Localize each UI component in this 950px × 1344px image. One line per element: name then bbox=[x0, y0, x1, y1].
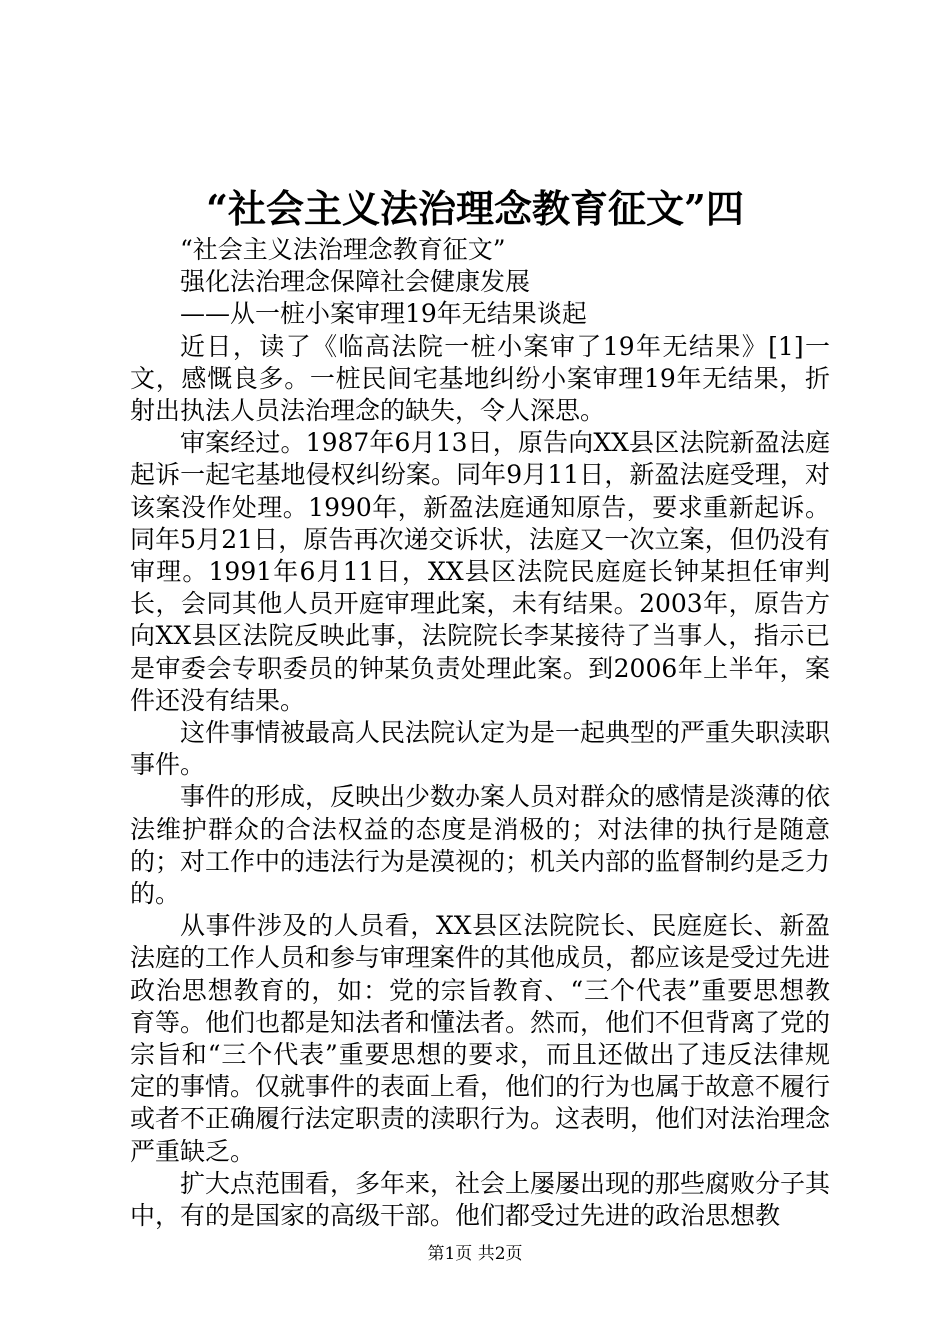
paragraph: 扩大点范围看，多年来，社会上屡屡出现的那些腐败分子其中，有的是国家的高级干部。他们都受过先进的政治思想教 bbox=[130, 1168, 831, 1231]
essay-heading: 强化法治理念保障社会健康发展 bbox=[180, 267, 531, 297]
paragraph: 事件的形成，反映出少数办案人员对群众的感情是淡薄的依法维护群众的合法权益的态度是消极的；对法律的执行是随意的；对工作中的违法行为是漠视的；机关内部的监督制约是乏力的。 bbox=[130, 782, 831, 909]
document-body bbox=[130, 234, 830, 1232]
page-footer: 第1页 共2页 bbox=[427, 1244, 523, 1264]
essay-label: “社会主义法治理念教育征文” bbox=[180, 235, 506, 264]
essay-subheading: ——从一桩小案审理19年无结果谈起 bbox=[180, 299, 587, 329]
paragraph: 这件事情被最高人民法院认定为是一起典型的严重失职渎职事件。 bbox=[130, 718, 831, 780]
document-title: “社会主义法治理念教育征文”四 bbox=[206, 186, 744, 231]
paragraph: 审案经过。1987年6月13日，原告向XX县区法院新盈法庭起诉一起宅基地侵权纠纷案。同年9月11日，新盈法庭受理，对该案没作处理。1990年，新盈法庭通知原告，要求重新起诉。同年5月21日，原告再次递交诉状，法庭又一次立案，但仍没有审理。1991年6月11日，XX县区法院民庭庭长钟某担任审判长，会同其他人员开庭审理此案，未有结果。2003年，原告方向XX县区法院反映此事，法院院长李某接待了当事人，指示已是审委会专职委员的钟某负责处理此案。到2006年上半年，案件还没有结果。 bbox=[130, 428, 830, 715]
paragraph: 近日，读了《临高法院一桩小案审了19年无结果》[1]一文，感慨良多。一桩民间宅基地纠纷小案审理19年无结果，折射出执法人员法治理念的缺失，令人深思。 bbox=[130, 331, 830, 426]
paragraph: 从事件涉及的人员看，XX县区法院院长、民庭庭长、新盈法庭的工作人员和参与审理案件的其他成员，都应该是受过先进政治思想教育的，如：党的宗旨教育、“三个代表”重要思想教育等。他们也都是知法者和懂法者。然而，他们不但背离了党的宗旨和“三个代表”重要思想的要求，而且还做出了违反法律规定的事情。仅就事件的表面上看，他们的行为也属于故意不履行或者不正确履行法定职责的渎职行为。这表明，他们对法治理念严重缺乏。 bbox=[130, 911, 831, 1166]
